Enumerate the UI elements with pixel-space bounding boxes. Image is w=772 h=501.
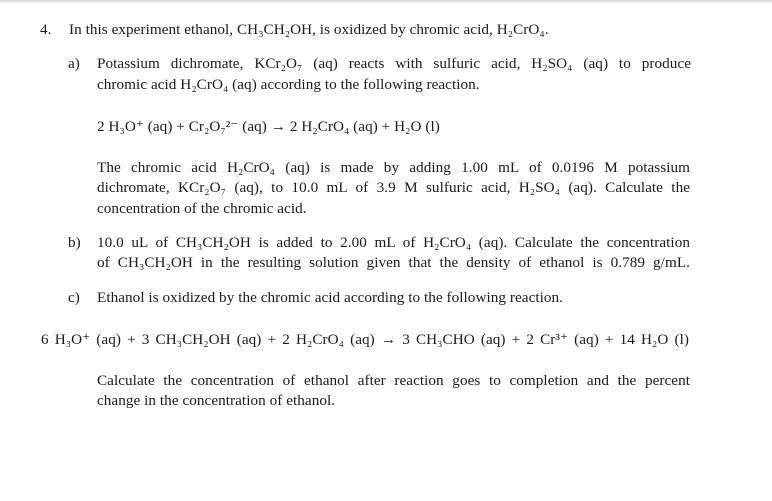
part-b-line-2: of CH₃CH₂OH in the resulting solution given that the density of ethanol is 0.789 g/mL. (97, 254, 690, 271)
part-a-paragraph-line-2: dichromate, KCr₂O₇ (aq), to 10.0 mL of 3.9 M sulfuric acid, H₂SO₄ (aq). Calculate the (97, 179, 690, 196)
part-b-label: b) (68, 234, 81, 251)
part-c-equation: 6 H₃O⁺ (aq) + 3 CH₃CH₂OH (aq) + 2 H₂CrO₄ (aq) → 3 CH₃CHO (aq) + 2 Cr³⁺ (aq) + 14 H₂O (l) (41, 331, 689, 348)
top-edge (0, 0, 772, 4)
part-a-equation: 2 H₃O⁺ (aq) + Cr₂O₇²⁻ (aq) → 2 H₂CrO₄ (aq) + H₂O (l) (97, 118, 440, 135)
part-c-paragraph-line-2: change in the concentration of ethanol. (97, 392, 336, 409)
part-a-paragraph-line-3: concentration of the chromic acid. (97, 200, 307, 217)
part-b-line-1: 10.0 uL of CH₃CH₂OH is added to 2.00 mL of H₂CrO₄ (aq). Calculate the concentration (97, 234, 690, 251)
part-a-label: a) (68, 55, 80, 72)
question-number: 4. (40, 21, 52, 38)
part-a-paragraph-line-1: The chromic acid H₂CrO₄ (aq) is made by adding 1.00 mL of 0.0196 M potassium (97, 159, 690, 176)
part-c-label: c) (68, 289, 80, 306)
part-c-line-1: Ethanol is oxidized by the chromic acid according to the following reaction. (97, 289, 564, 306)
part-c-paragraph-line-1: Calculate the concentration of ethanol after reaction goes to completion and the percent (97, 372, 690, 389)
question-intro: In this experiment ethanol, CH₃CH₂OH, is oxidized by chromic acid, H₂CrO₄. (69, 21, 549, 38)
part-a-line-2: chromic acid H₂CrO₄ (aq) according to the following reaction. (97, 76, 480, 93)
part-a-line-1: Potassium dichromate, KCr₂O₇ (aq) reacts with sulfuric acid, H₂SO₄ (aq) to produce (97, 55, 691, 72)
